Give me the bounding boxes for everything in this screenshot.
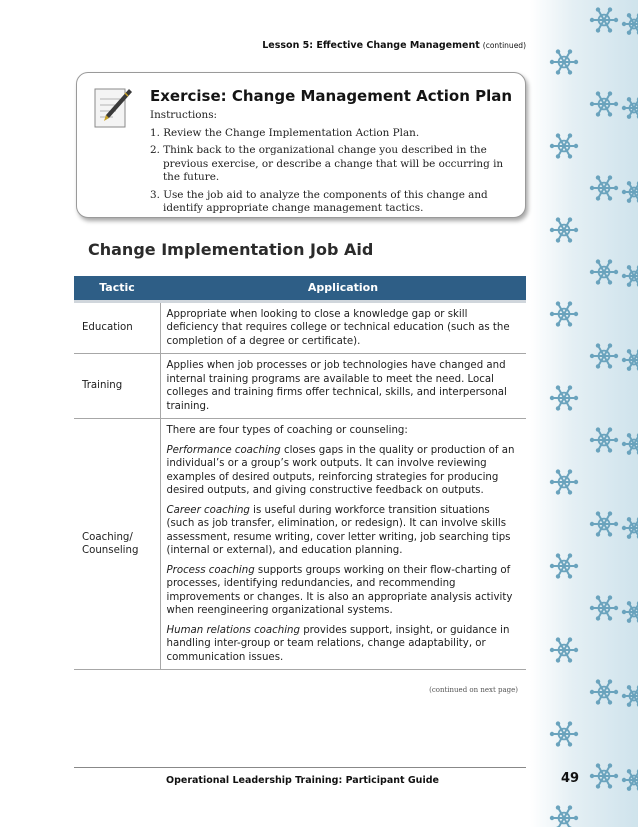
running-head: [60, 40, 526, 51]
snowflake-ornament: [590, 91, 618, 116]
snowflake-ornament: [622, 349, 638, 371]
application-cell: Applies when job processes or job technologies have changed and internal training programs are available to meet the need. Local colleges and training firms offer technical, skills, and interpersonal training.: [160, 354, 526, 419]
snowflake-ornament: [550, 805, 578, 827]
snowflake-ornament: [550, 637, 578, 662]
coaching-description: supports groups working on their flow-charting of processes, identifying redundancies, and recommending improvements or changes. It is also an appropriate analysis activity when reengineering organizational systems.: [166, 564, 513, 616]
table-row: [74, 354, 526, 419]
snowflake-ornament: [622, 517, 638, 539]
tactic-cell: Education: [74, 301, 160, 354]
coaching-description: is useful during workforce transition situations (such as job transfer, elimination, or redesign). It can involve skills assessment, resume writing, cover letter writing, job searching tips (internal or external), and education planning.: [166, 504, 511, 556]
snowflake-ornament: [590, 259, 618, 284]
application-cell: Appropriate when looking to close a knowledge gap or skill deficiency that requires college or technical education (such as the completion of a degree or certificate).: [160, 301, 526, 354]
footer-divider: [74, 767, 526, 768]
table-row: [74, 301, 526, 354]
snowflake-ornament: [622, 769, 638, 791]
pen-on-paper-icon: [91, 85, 133, 131]
tactic-cell: Coaching/ Counseling: [74, 419, 160, 670]
snowflake-ornament: [590, 7, 618, 32]
running-head-title: Lesson 5: Effective Change Management: [262, 40, 480, 51]
running-head-continued: (continued): [482, 41, 526, 50]
instruction-step: 3. Use the job aid to analyze the components of this change and identify appropriate change management tactics.: [150, 188, 488, 214]
snowflake-ornament: [622, 433, 638, 455]
snowflake-ornament: [590, 763, 618, 788]
snowflake-ornament: [550, 553, 578, 578]
coaching-term: Human relations coaching: [166, 624, 300, 636]
footer-title: Operational Leadership Training: Participant Guide: [166, 775, 439, 786]
instruction-step: 1. Review the Change Implementation Action Plan.: [150, 126, 420, 139]
column-header-tactic: Tactic: [74, 276, 160, 301]
coaching-description: closes gaps in the quality or production of an individual’s or a group’s work outputs. It can involve reviewing examples of desired outputs, reinforcing strategies for producing desired outputs, and giving constructive feedback on outputs.: [166, 444, 515, 496]
snowflake-ornament: [590, 343, 618, 368]
tactic-cell: Training: [74, 354, 160, 419]
continued-note: (continued on next page): [429, 686, 518, 694]
coaching-type: [167, 564, 521, 618]
snowflake-ornament: [622, 601, 638, 623]
snowflake-ornament: [550, 469, 578, 494]
snowflake-ornament: [622, 181, 638, 203]
exercise-title: Exercise: Change Management Action Plan: [150, 87, 513, 105]
coaching-type: [167, 504, 521, 558]
snowflake-ornament: [622, 13, 638, 35]
page-number: 49: [561, 771, 580, 786]
application-cell: [160, 419, 526, 670]
coaching-term: Performance coaching: [166, 444, 281, 456]
snowflake-ornament: [622, 265, 638, 287]
snowflake-ornament: [622, 685, 638, 707]
coaching-term: Process coaching: [166, 564, 255, 576]
instruction-step: 2. Think back to the organizational change you described in the previous exercise, or describe a change that will be occurring in the future.: [150, 144, 504, 183]
coaching-description: provides support, insight, or guidance in handling inter-group or team relations, change adaptability, or communication issues.: [166, 624, 510, 663]
snowflake-ornament: [590, 595, 618, 620]
snowflake-ornament: [590, 427, 618, 452]
exercise-instructions: [150, 109, 520, 220]
snowflake-ornament: [590, 679, 618, 704]
column-header-application: Application: [160, 276, 526, 301]
snowflake-ornament: [590, 511, 618, 536]
snowflake-ornament: [622, 97, 638, 119]
table-row: [74, 419, 526, 670]
snowflake-ornament: [550, 49, 578, 74]
coaching-term: Career coaching: [166, 504, 250, 516]
coaching-type: [167, 624, 521, 665]
job-aid-table: [74, 276, 526, 670]
exercise-box: [76, 72, 526, 218]
ornament-pattern: [530, 0, 638, 827]
coaching-intro: There are four types of coaching or counseling:: [166, 425, 408, 436]
snowflake-ornament: [590, 175, 618, 200]
table-header-row: [74, 276, 526, 301]
decorative-margin-pattern: [530, 0, 638, 827]
snowflake-ornament: [550, 385, 578, 410]
snowflake-ornament: [550, 217, 578, 242]
instructions-label: Instructions:: [150, 109, 218, 121]
snowflake-ornament: [550, 133, 578, 158]
section-title: Change Implementation Job Aid: [88, 240, 374, 259]
coaching-type: [167, 444, 521, 498]
snowflake-ornament: [550, 301, 578, 326]
snowflake-ornament: [550, 721, 578, 746]
